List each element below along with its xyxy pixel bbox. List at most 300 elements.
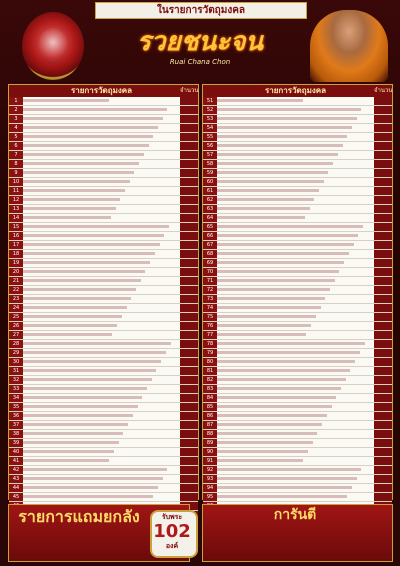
list-item-amount — [180, 232, 198, 240]
rows-left — [9, 97, 198, 547]
list-item — [203, 439, 392, 448]
list-item-title — [23, 178, 180, 186]
list-item-number: 39 — [9, 439, 23, 447]
list-item-title — [23, 331, 180, 339]
list-item-number: 56 — [203, 142, 217, 150]
list-item-title — [23, 214, 180, 222]
list-item-amount — [180, 169, 198, 177]
list-item-amount — [180, 475, 198, 483]
list-item-amount — [180, 403, 198, 411]
list-item — [9, 331, 198, 340]
list-item — [9, 349, 198, 358]
list-item — [9, 430, 198, 439]
list-item-number: 27 — [9, 331, 23, 339]
list-item-number: 34 — [9, 394, 23, 402]
list-item-amount — [180, 223, 198, 231]
list-item — [9, 151, 198, 160]
list-item-title — [217, 439, 374, 447]
list-item-amount — [180, 376, 198, 384]
list-item-title — [217, 367, 374, 375]
list-item-amount — [180, 142, 198, 150]
list-item-number: 41 — [9, 457, 23, 465]
list-item-title — [23, 160, 180, 168]
list-item-amount — [180, 124, 198, 132]
list-item-amount — [374, 403, 392, 411]
list-item-amount — [180, 178, 198, 186]
list-item — [203, 367, 392, 376]
list-item-amount — [374, 484, 392, 492]
list-item-title — [217, 160, 374, 168]
rows-right — [203, 97, 392, 547]
list-item-amount — [180, 340, 198, 348]
list-item-amount — [180, 412, 198, 420]
list-item-number: 87 — [203, 421, 217, 429]
list-item-amount — [180, 205, 198, 213]
list-item-number: 17 — [9, 241, 23, 249]
list-header — [203, 85, 392, 97]
list-item — [203, 376, 392, 385]
list-item-amount — [180, 322, 198, 330]
list-item — [9, 358, 198, 367]
list-item — [203, 475, 392, 484]
list-item — [203, 385, 392, 394]
list-item-number: 63 — [203, 205, 217, 213]
list-item-title — [217, 97, 374, 105]
item-list-left — [8, 84, 199, 500]
list-item-title — [217, 412, 374, 420]
list-item — [203, 349, 392, 358]
list-item-number: 2 — [9, 106, 23, 114]
list-item-title — [23, 394, 180, 402]
list-item-title — [23, 313, 180, 321]
list-item-number: 7 — [9, 151, 23, 159]
list-item — [9, 241, 198, 250]
list-item — [9, 196, 198, 205]
list-item-number: 90 — [203, 448, 217, 456]
list-item-number: 40 — [9, 448, 23, 456]
list-item-title — [23, 232, 180, 240]
list-item-title — [217, 340, 374, 348]
list-item-title — [23, 223, 180, 231]
list-item-number: 94 — [203, 484, 217, 492]
list-item — [203, 394, 392, 403]
list-item-amount — [374, 223, 392, 231]
list-item-amount — [180, 196, 198, 204]
list-item-number: 5 — [9, 133, 23, 141]
list-item-number: 70 — [203, 268, 217, 276]
list-item — [9, 439, 198, 448]
bonus-title: รายการแถมยกลัง — [18, 507, 140, 526]
list-item — [203, 178, 392, 187]
list-item — [203, 484, 392, 493]
list-item — [9, 313, 198, 322]
list-item-amount — [374, 295, 392, 303]
list-item-amount — [180, 448, 198, 456]
list-item-amount — [374, 196, 392, 204]
list-item-title — [217, 196, 374, 204]
list-item-number: 4 — [9, 124, 23, 132]
list-item-amount — [374, 250, 392, 258]
list-item-amount — [180, 493, 198, 501]
list-item — [9, 340, 198, 349]
list-item-title — [23, 484, 180, 492]
list-item-title — [23, 340, 180, 348]
list-item-title — [217, 205, 374, 213]
list-item — [9, 214, 198, 223]
list-item-number: 31 — [9, 367, 23, 375]
list-item-amount — [374, 232, 392, 240]
list-item-number: 82 — [203, 376, 217, 384]
list-item-title — [217, 106, 374, 114]
list-item — [203, 97, 392, 106]
list-item — [9, 403, 198, 412]
list-item-amount — [374, 412, 392, 420]
list-item-title — [217, 331, 374, 339]
list-item-amount — [374, 448, 392, 456]
list-item-amount — [180, 385, 198, 393]
list-item — [203, 286, 392, 295]
list-item-title — [217, 133, 374, 141]
list-item-number: 88 — [203, 430, 217, 438]
list-item-number: 25 — [9, 313, 23, 321]
list-item — [9, 232, 198, 241]
list-item-number: 32 — [9, 376, 23, 384]
list-item-title — [23, 106, 180, 114]
list-item-amount — [180, 421, 198, 429]
list-item — [9, 421, 198, 430]
list-item — [9, 250, 198, 259]
list-item-title — [217, 250, 374, 258]
list-item-amount — [180, 457, 198, 465]
list-item-amount — [374, 259, 392, 267]
list-item-title — [23, 430, 180, 438]
list-item — [9, 142, 198, 151]
list-item-number: 89 — [203, 439, 217, 447]
list-item — [203, 259, 392, 268]
list-item-amount — [374, 340, 392, 348]
list-item-number: 69 — [203, 259, 217, 267]
list-item-number: 44 — [9, 484, 23, 492]
list-item-number: 83 — [203, 385, 217, 393]
list-item-amount — [180, 259, 198, 267]
list-item-number: 19 — [9, 259, 23, 267]
list-item — [203, 115, 392, 124]
list-item-amount — [374, 178, 392, 186]
list-item-title — [23, 259, 180, 267]
guarantee-subtitle — [210, 528, 385, 550]
list-item — [9, 106, 198, 115]
list-item-amount — [374, 313, 392, 321]
bonus-subtitle — [14, 530, 144, 540]
list-item — [9, 385, 198, 394]
list-item — [9, 493, 198, 502]
list-item — [9, 160, 198, 169]
list-item-title — [217, 457, 374, 465]
list-item — [203, 331, 392, 340]
list-item — [203, 232, 392, 241]
list-item-title — [217, 322, 374, 330]
list-item-number: 62 — [203, 196, 217, 204]
list-item — [9, 466, 198, 475]
list-item-number: 43 — [9, 475, 23, 483]
list-item-amount — [374, 358, 392, 366]
list-item-amount — [374, 385, 392, 393]
list-item-amount — [374, 322, 392, 330]
list-item-amount — [374, 187, 392, 195]
list-item-amount — [374, 205, 392, 213]
list-item — [9, 457, 198, 466]
list-item-amount — [180, 367, 198, 375]
list-item-amount — [374, 394, 392, 402]
list-header-title: รายการวัตถุมงคล — [264, 86, 327, 95]
list-item — [203, 304, 392, 313]
list-item — [203, 196, 392, 205]
list-item-title — [23, 412, 180, 420]
list-item — [9, 223, 198, 232]
list-item-number: 35 — [9, 403, 23, 411]
list-item-title — [217, 466, 374, 474]
list-item-title — [23, 286, 180, 294]
list-item-number: 57 — [203, 151, 217, 159]
list-item-title — [23, 295, 180, 303]
brand-title: รวยชนะจน — [136, 27, 264, 57]
list-item-number: 9 — [9, 169, 23, 177]
list-item-amount — [180, 133, 198, 141]
list-item-amount — [374, 304, 392, 312]
amulet-center-image — [38, 28, 68, 64]
list-item-number: 12 — [9, 196, 23, 204]
list-item-title — [217, 223, 374, 231]
list-item — [203, 358, 392, 367]
list-item — [203, 151, 392, 160]
list-item-number: 66 — [203, 232, 217, 240]
list-header-title: รายการวัตถุมงคล — [70, 86, 133, 95]
list-item-amount — [180, 268, 198, 276]
list-item-number: 93 — [203, 475, 217, 483]
list-item — [203, 313, 392, 322]
list-item-number: 21 — [9, 277, 23, 285]
list-item — [203, 457, 392, 466]
list-item-number: 26 — [9, 322, 23, 330]
list-item — [203, 412, 392, 421]
list-item-amount — [374, 493, 392, 501]
list-item-title — [23, 133, 180, 141]
list-item — [9, 133, 198, 142]
list-item-amount — [180, 331, 198, 339]
list-item-title — [217, 295, 374, 303]
list-item-title — [217, 169, 374, 177]
list-item — [9, 295, 198, 304]
list-item-amount — [180, 106, 198, 114]
list-item-number: 1 — [9, 97, 23, 105]
list-item-amount — [374, 241, 392, 249]
list-item-number: 80 — [203, 358, 217, 366]
list-item-number: 92 — [203, 466, 217, 474]
list-item — [203, 493, 392, 502]
list-item-title — [23, 205, 180, 213]
list-item-number: 28 — [9, 340, 23, 348]
list-item-number: 18 — [9, 250, 23, 258]
count-badge-number: 102 — [153, 521, 191, 542]
list-item-number: 59 — [203, 169, 217, 177]
list-item-title — [23, 241, 180, 249]
list-item-number: 23 — [9, 295, 23, 303]
list-header — [9, 85, 198, 97]
brand-subtitle: Ruai Chana Chon — [169, 58, 231, 66]
list-item-amount — [180, 358, 198, 366]
list-item-amount — [374, 142, 392, 150]
list-item — [203, 340, 392, 349]
list-item-number: 16 — [9, 232, 23, 240]
list-item-amount — [374, 286, 392, 294]
list-item-title — [217, 349, 374, 357]
list-item-number: 3 — [9, 115, 23, 123]
list-item-title — [217, 493, 374, 501]
list-item-number: 42 — [9, 466, 23, 474]
list-item — [203, 277, 392, 286]
list-item — [203, 124, 392, 133]
list-item-title — [23, 403, 180, 411]
list-item-title — [217, 124, 374, 132]
list-item-title — [217, 475, 374, 483]
list-item-title — [23, 304, 180, 312]
list-item — [9, 322, 198, 331]
list-item — [203, 268, 392, 277]
list-item-number: 45 — [9, 493, 23, 501]
list-item-title — [217, 448, 374, 456]
list-item-number: 65 — [203, 223, 217, 231]
list-item-amount — [374, 466, 392, 474]
list-item-number: 15 — [9, 223, 23, 231]
list-item-number: 84 — [203, 394, 217, 402]
list-item-title — [217, 178, 374, 186]
list-item-number: 20 — [9, 268, 23, 276]
list-item-title — [23, 385, 180, 393]
list-item-amount — [374, 439, 392, 447]
list-item-number: 30 — [9, 358, 23, 366]
list-item-amount — [374, 97, 392, 105]
list-item-amount — [374, 133, 392, 141]
list-item-number: 61 — [203, 187, 217, 195]
list-item-title — [23, 115, 180, 123]
list-item-title — [23, 322, 180, 330]
list-item — [203, 169, 392, 178]
monk-photo — [310, 10, 388, 82]
list-item-amount — [180, 241, 198, 249]
list-item-amount — [374, 457, 392, 465]
list-item-number: 6 — [9, 142, 23, 150]
list-item — [203, 223, 392, 232]
list-item-number: 75 — [203, 313, 217, 321]
list-item-amount — [180, 349, 198, 357]
list-item — [9, 286, 198, 295]
list-item-title — [217, 115, 374, 123]
list-item-title — [217, 214, 374, 222]
list-item-number: 36 — [9, 412, 23, 420]
list-item — [9, 484, 198, 493]
list-item-title — [217, 484, 374, 492]
list-item-title — [23, 250, 180, 258]
list-item-number: 55 — [203, 133, 217, 141]
list-header-amount: จำนวน — [374, 87, 393, 94]
list-item-amount — [374, 214, 392, 222]
list-item-title — [23, 268, 180, 276]
list-item-title — [23, 196, 180, 204]
list-item-amount — [180, 430, 198, 438]
count-badge-top: รับพระ — [161, 513, 183, 521]
list-item — [9, 259, 198, 268]
list-item — [9, 394, 198, 403]
list-item-title — [217, 394, 374, 402]
list-item-amount — [374, 151, 392, 159]
list-item-number: 33 — [9, 385, 23, 393]
list-item-number: 67 — [203, 241, 217, 249]
list-item-amount — [374, 268, 392, 276]
list-item-title — [23, 457, 180, 465]
list-item-number: 81 — [203, 367, 217, 375]
list-item-amount — [180, 286, 198, 294]
list-item — [203, 421, 392, 430]
list-item — [203, 322, 392, 331]
list-item-title — [217, 277, 374, 285]
list-item — [9, 376, 198, 385]
list-item-number: 51 — [203, 97, 217, 105]
list-item-amount — [180, 250, 198, 258]
list-item — [9, 169, 198, 178]
list-item — [9, 367, 198, 376]
list-item-title — [217, 403, 374, 411]
list-item-title — [217, 385, 374, 393]
list-item — [9, 115, 198, 124]
list-item-title — [23, 151, 180, 159]
list-item-title — [217, 187, 374, 195]
list-item-amount — [180, 97, 198, 105]
list-item — [203, 250, 392, 259]
list-item-number: 86 — [203, 412, 217, 420]
list-item-number: 95 — [203, 493, 217, 501]
list-item-amount — [180, 304, 198, 312]
top-banner: ในรายการวัตถุมงคล — [95, 2, 307, 19]
list-item-title — [217, 232, 374, 240]
list-item — [203, 214, 392, 223]
list-item-amount — [180, 214, 198, 222]
list-item-number: 73 — [203, 295, 217, 303]
list-item-title — [23, 358, 180, 366]
list-item-title — [23, 277, 180, 285]
list-item-amount — [374, 430, 392, 438]
list-item-number: 58 — [203, 160, 217, 168]
list-item — [203, 430, 392, 439]
list-item-title — [23, 187, 180, 195]
list-item-amount — [180, 151, 198, 159]
list-item-number: 77 — [203, 331, 217, 339]
list-item — [9, 475, 198, 484]
list-item-title — [217, 259, 374, 267]
count-badge-unit: องค์ — [165, 542, 179, 550]
list-item-amount — [374, 277, 392, 285]
list-item — [9, 205, 198, 214]
list-item-title — [23, 448, 180, 456]
list-item — [9, 412, 198, 421]
list-item — [203, 187, 392, 196]
list-item-number: 78 — [203, 340, 217, 348]
list-item-title — [217, 421, 374, 429]
list-item-amount — [180, 466, 198, 474]
list-item-number: 10 — [9, 178, 23, 186]
list-item-amount — [180, 115, 198, 123]
list-item-number: 8 — [9, 160, 23, 168]
list-item-amount — [180, 295, 198, 303]
